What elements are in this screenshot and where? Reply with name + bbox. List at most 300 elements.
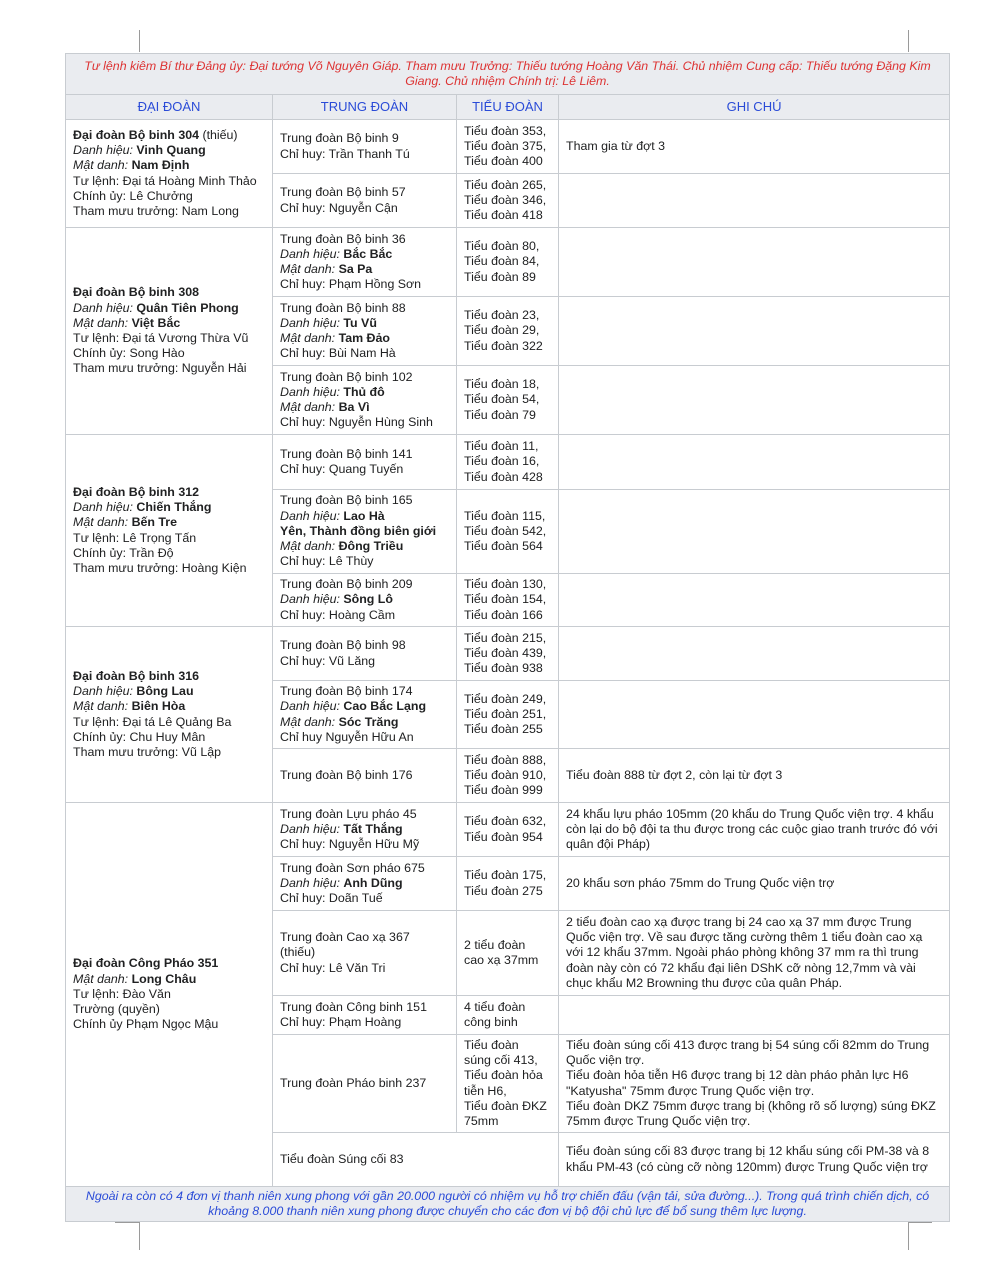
- text-line: [280, 715, 449, 730]
- text-line: Tiểu đoàn ĐKZ: [464, 1098, 547, 1113]
- text-segment: Tham mưu trưởng: Nguyễn Hải: [73, 361, 247, 376]
- text-segment: Mật danh:: [73, 971, 129, 986]
- text-line: Tiểu đoàn 11,: [464, 439, 539, 454]
- text-line: Tiểu đoàn 80,: [464, 239, 540, 254]
- text-line: [280, 730, 449, 745]
- text-line: [280, 509, 449, 524]
- order-of-battle-table: [65, 53, 950, 1222]
- text-segment: Bắc Bắc: [343, 246, 393, 261]
- text-segment: Mật danh:: [280, 331, 336, 345]
- text-line: [280, 961, 449, 976]
- text-line: [280, 554, 449, 569]
- text-line: [73, 485, 265, 500]
- text-line: [280, 131, 449, 146]
- text-segment: Đại đoàn Bộ binh 316: [73, 668, 199, 683]
- text-segment: Nam Định: [131, 158, 190, 173]
- text-line: [73, 669, 265, 684]
- text-segment: Việt Bắc: [131, 315, 181, 330]
- battalion-cell: [457, 627, 559, 681]
- battalion-cell: [457, 297, 559, 366]
- note-cell: [559, 627, 950, 681]
- text-line: Tiểu đoàn 888,: [464, 752, 547, 767]
- battalion-cell: [457, 228, 559, 297]
- text-line: [73, 189, 265, 204]
- text-line: [73, 346, 265, 361]
- text-segment: Sa Pa: [338, 262, 373, 276]
- text-line: [280, 891, 449, 906]
- table-row: [66, 435, 950, 490]
- battalion-cell: [457, 749, 559, 803]
- text-line: Tiểu đoàn 439,: [464, 645, 547, 660]
- text-segment: Tu Vũ: [343, 315, 377, 330]
- text-line: [73, 143, 265, 158]
- battalion-cell: [457, 681, 559, 749]
- text-line: [280, 1000, 449, 1015]
- text-segment: Trung đoàn Bộ binh 88: [280, 300, 406, 315]
- text-line: [73, 1002, 265, 1017]
- text-segment: Đại đoàn Bộ binh 308: [73, 285, 199, 300]
- text-line: Tiểu đoàn 632,: [464, 814, 547, 829]
- division-cell: [66, 627, 273, 803]
- text-segment: Chỉ huy: Nguyễn Hùng Sinh: [280, 415, 433, 430]
- text-segment: Sóc Trăng: [338, 714, 399, 729]
- text-segment: Danh hiệu:: [280, 246, 340, 261]
- text-segment: Danh hiệu:: [280, 315, 340, 330]
- text-line: [280, 524, 449, 539]
- division-cell: [66, 803, 273, 1187]
- crop-mark: [139, 1222, 140, 1250]
- text-line: Tiểu đoàn 23,: [464, 308, 540, 323]
- text-line: Tiểu đoàn 418: [464, 208, 543, 223]
- regiment-cell: [273, 749, 457, 803]
- note-cell: [559, 749, 950, 803]
- text-segment: Yên, Thành đồng biên giới: [280, 523, 437, 538]
- note-cell: [559, 574, 950, 627]
- text-line: [73, 745, 265, 760]
- division-cell: [66, 120, 273, 228]
- text-segment: Lao Hà: [343, 508, 385, 523]
- text-segment: Trung đoàn Cao xạ 367: [280, 930, 410, 945]
- text-segment: Đại đoàn Công Pháo 351: [73, 956, 219, 971]
- text-segment: Mật danh:: [280, 714, 336, 729]
- text-line: Tiểu đoàn 79: [464, 407, 536, 422]
- text-line: [280, 400, 449, 415]
- text-segment: Thủ đô: [343, 384, 385, 399]
- text-segment: Anh Dũng: [343, 875, 403, 890]
- text-segment: Mật danh:: [280, 262, 336, 276]
- text-line: [280, 415, 449, 430]
- text-line: [73, 730, 265, 745]
- battalion-cell: [457, 803, 559, 857]
- table-footer-note: Ngoài ra còn có 4 đơn vị thanh niên xung phong với gần 20.000 người có nhiệm vụ hỗ trợ chiến đấu (vận tải, sửa đường...). Trong quá trình chiến dịch, có khoảng 8.000 thanh niên xung phong được chuyển cho các đơn vị bộ đội chủ lực để bổ sung thêm lực lượng.: [66, 1187, 950, 1222]
- text-line: [280, 277, 449, 292]
- text-segment: Trung đoàn Bộ binh 98: [280, 638, 406, 653]
- regiment-cell: [273, 996, 457, 1035]
- text-line: Tiểu đoàn hỏa: [464, 1068, 543, 1083]
- text-line: [280, 1152, 551, 1167]
- text-line: Tiểu đoàn súng cối 83 được trang bị 12 khẩu súng cối PM-38 và 8 khẩu PM-43 (có cùng cỡ nòng 120mm) được Trung Quốc viện trợ: [566, 1144, 930, 1174]
- text-line: [280, 247, 449, 262]
- text-line: [280, 346, 449, 361]
- text-segment: Tư lệnh: Lê Trọng Tấn: [73, 530, 197, 545]
- text-line: [280, 930, 449, 945]
- text-line: [280, 837, 449, 852]
- text-segment: Mật danh:: [73, 315, 129, 330]
- text-line: Tiểu đoàn 400: [464, 154, 543, 169]
- text-line: [73, 1017, 265, 1032]
- text-line: [73, 331, 265, 346]
- text-line: Tiểu đoàn 275: [464, 883, 543, 898]
- text-line: Tiểu đoàn 16,: [464, 454, 540, 469]
- text-segment: Danh hiệu:: [280, 592, 340, 607]
- text-segment: Cao Bắc Lạng: [343, 699, 427, 714]
- text-line: [280, 638, 449, 653]
- text-segment: Trung đoàn Bộ binh 176: [280, 767, 413, 782]
- text-segment: Mật danh:: [73, 515, 129, 530]
- header-ghi-chu: GHI CHÚ: [559, 95, 950, 120]
- text-segment: Trung đoàn Bộ binh 102: [280, 369, 413, 384]
- text-segment: Chỉ huy: Bùi Nam Hà: [280, 346, 396, 361]
- text-line: Tiểu đoàn 322: [464, 338, 543, 353]
- regiment-cell: [273, 490, 457, 574]
- text-line: [280, 1076, 449, 1091]
- text-line: 75mm: [464, 1113, 499, 1128]
- text-line: [280, 768, 449, 783]
- note-cell: [559, 911, 950, 996]
- note-cell: [559, 228, 950, 297]
- text-line: Tiểu đoàn 166: [464, 607, 543, 622]
- text-segment: Trường (quyền): [73, 1002, 160, 1017]
- text-line: Tiểu đoàn 542,: [464, 523, 547, 538]
- text-segment: Tư lệnh: Đại tá Lê Quảng Ba: [73, 714, 232, 729]
- note-cell: [559, 681, 950, 749]
- text-line: [280, 370, 449, 385]
- table-row: [66, 627, 950, 681]
- text-segment: Chính ủy: Chu Huy Mân: [73, 729, 206, 744]
- battalion-cell: [457, 366, 559, 435]
- text-line: Tiểu đoàn 375,: [464, 138, 547, 153]
- text-line: cao xạ 37mm: [464, 953, 539, 967]
- text-line: [73, 174, 265, 189]
- text-line: [73, 500, 265, 515]
- text-segment: Trung đoàn Bộ binh 165: [280, 493, 413, 508]
- text-line: [280, 577, 449, 592]
- text-line: [73, 128, 265, 143]
- text-segment: Chỉ huy: Doãn Tuế: [280, 891, 383, 906]
- text-segment: Danh hiệu:: [280, 875, 340, 890]
- text-line: [280, 493, 449, 508]
- text-line: [73, 987, 265, 1002]
- text-line: [280, 861, 449, 876]
- text-segment: Đông Triều: [338, 539, 404, 554]
- text-line: [280, 807, 449, 822]
- note-cell: [559, 857, 950, 911]
- note-cell: [559, 435, 950, 490]
- text-segment: Trung đoàn Sơn pháo 675: [280, 860, 425, 875]
- text-segment: Bông Lau: [136, 684, 194, 699]
- text-line: [73, 699, 265, 714]
- header-trung-doan: TRUNG ĐOÀN: [273, 95, 457, 120]
- text-line: Tiểu đoàn 29,: [464, 323, 540, 338]
- text-segment: Tham mưu trưởng: Hoàng Kiện: [73, 560, 247, 575]
- text-segment: Bến Tre: [131, 515, 178, 530]
- regiment-cell: [273, 857, 457, 911]
- text-line: [280, 447, 449, 462]
- text-segment: Chính ủy: Lê Chưởng: [73, 188, 193, 203]
- text-line: Tiểu đoàn 175,: [464, 868, 547, 883]
- text-segment: Chỉ huy: Phạm Hồng Sơn: [280, 277, 422, 292]
- note-cell: [559, 120, 950, 174]
- text-segment: Chỉ huy: Phạm Hoàng: [280, 1015, 402, 1029]
- text-segment: Đại đoàn Bộ binh 304: [73, 127, 199, 142]
- text-line: Tiểu đoàn 265,: [464, 177, 547, 192]
- text-segment: Trung đoàn Lựu pháo 45: [280, 806, 417, 821]
- text-line: 20 khẩu sơn pháo 75mm do Trung Quốc viện trợ: [566, 875, 835, 890]
- text-segment: Danh hiệu:: [280, 821, 340, 836]
- text-line: 2 tiểu đoàn: [464, 937, 526, 952]
- text-segment: Tham mưu trưởng: Vũ Lập: [73, 744, 221, 759]
- text-line: Tiểu đoàn súng cối 413 được trang bị 54 súng cối 82mm do Trung Quốc viện trợ.: [566, 1037, 930, 1068]
- battalion-cell: [457, 574, 559, 627]
- text-segment: Danh hiệu:: [73, 300, 133, 315]
- regiment-cell: [273, 297, 457, 366]
- text-line: Tiểu đoàn 954: [464, 829, 543, 844]
- text-segment: Trung đoàn Bộ binh 174: [280, 684, 413, 699]
- text-segment: Chỉ huy: Nguyễn Cận: [280, 200, 398, 215]
- text-line: Tiểu đoàn 888 từ đợt 2, còn lại từ đợt 3: [566, 767, 783, 782]
- text-line: Tiểu đoàn 564: [464, 539, 543, 554]
- text-line: công binh: [464, 1015, 518, 1029]
- text-line: Tiểu đoàn 84,: [464, 254, 540, 269]
- text-line: [280, 822, 449, 837]
- text-segment: Mật danh:: [73, 699, 129, 714]
- text-line: Tiểu đoàn DKZ 75mm được trang bị (không rõ số lượng) súng ĐKZ 75mm được Trung Quốc viện trợ.: [566, 1098, 936, 1128]
- text-segment: Mật danh:: [73, 158, 129, 173]
- text-line: Tiểu đoàn 154,: [464, 592, 547, 607]
- text-line: [73, 204, 265, 219]
- text-line: 4 tiểu đoàn: [464, 999, 526, 1014]
- text-segment: Vinh Quang: [136, 143, 206, 158]
- regiment-cell: [273, 174, 457, 228]
- regiment-cell: [273, 120, 457, 174]
- text-line: tiễn H6,: [464, 1083, 507, 1098]
- table-row: [66, 228, 950, 297]
- text-segment: Danh hiệu:: [73, 500, 133, 515]
- text-line: [73, 684, 265, 699]
- crop-mark: [908, 1222, 909, 1250]
- text-segment: Chỉ huy: Quang Tuyến: [280, 462, 404, 476]
- text-segment: Chính ủy: Trần Độ: [73, 545, 174, 560]
- text-line: [280, 462, 449, 477]
- text-line: [73, 956, 265, 971]
- text-segment: Trung đoàn Pháo binh 237: [280, 1075, 427, 1090]
- text-segment: Danh hiệu:: [73, 684, 133, 699]
- text-line: [73, 301, 265, 316]
- text-line: Tiểu đoàn 249,: [464, 691, 547, 706]
- text-line: [280, 699, 449, 714]
- regiment-cell: [273, 366, 457, 435]
- table-body: [66, 120, 950, 1187]
- text-segment: Đại đoàn Bộ binh 312: [73, 484, 199, 499]
- regiment-cell: [273, 803, 457, 857]
- table-title: Tư lệnh kiêm Bí thư Đảng ủy: Đại tướng Võ Nguyên Giáp. Tham mưu Trưởng: Thiếu tướng Hoàng Văn Thái. Chủ nhiệm Cung cấp: Thiếu tướng Đặng Kim Giang. Chủ nhiệm Chính trị: Lê Liêm.: [66, 54, 950, 95]
- battalion-cell: [457, 174, 559, 228]
- text-line: [280, 147, 449, 162]
- text-segment: Biên Hòa: [131, 699, 186, 714]
- header-tieu-doan: TIỂU ĐOÀN: [457, 95, 559, 120]
- header-dai-doan: ĐẠI ĐOÀN: [66, 95, 273, 120]
- text-segment: Chỉ huy Nguyễn Hữu An: [280, 729, 414, 744]
- text-line: [73, 285, 265, 300]
- text-line: [73, 316, 265, 331]
- text-line: [73, 715, 265, 730]
- text-segment: Trung đoàn Bộ binh 57: [280, 185, 406, 200]
- text-segment: Tiểu đoàn Súng cối 83: [280, 1151, 404, 1166]
- regiment-cell: [273, 681, 457, 749]
- text-segment: Tư lệnh: Đào Văn: [73, 986, 171, 1001]
- text-line: súng cối 413,: [464, 1053, 538, 1068]
- text-line: [73, 361, 265, 376]
- regiment-cell: [273, 228, 457, 297]
- text-segment: Chiến Thắng: [136, 500, 212, 515]
- text-line: Tiểu đoàn 938: [464, 661, 543, 676]
- battalion-cell: [457, 996, 559, 1035]
- text-segment: Trung đoàn Bộ binh 141: [280, 446, 413, 461]
- crop-mark: [139, 30, 140, 52]
- text-segment: Chỉ huy: Lê Văn Tri: [280, 960, 386, 975]
- battalion-cell: [457, 435, 559, 490]
- text-line: Tiểu đoàn 353,: [464, 123, 547, 138]
- text-segment: Trung đoàn Bộ binh 9: [280, 131, 399, 146]
- battalion-cell: [457, 1035, 559, 1133]
- text-segment: Trung đoàn Bộ binh 36: [280, 231, 406, 246]
- note-cell: [559, 174, 950, 228]
- text-segment: Chính ủy Phạm Ngọc Mậu: [73, 1017, 219, 1032]
- text-line: [73, 515, 265, 530]
- division-cell: [66, 228, 273, 435]
- division-cell: [66, 435, 273, 627]
- table-row: [66, 120, 950, 174]
- text-line: [280, 316, 449, 331]
- text-segment: Chỉ huy: Vũ Lăng: [280, 653, 376, 668]
- battalion-cell: [457, 490, 559, 574]
- text-segment: (thiếu): [199, 127, 238, 142]
- text-line: Tiểu đoàn 910,: [464, 767, 547, 782]
- note-cell: [559, 490, 950, 574]
- text-line: 24 khẩu lựu pháo 105mm (20 khẩu do Trung Quốc viện trợ. 4 khẩu còn lại do bộ đội ta thu được trong các cuộc giao tranh trước đó với quân đội Pháp): [566, 806, 938, 852]
- text-segment: Chỉ huy: Nguyễn Hữu Mỹ: [280, 837, 420, 852]
- text-line: [280, 654, 449, 669]
- text-line: Tiểu đoàn 115,: [464, 508, 546, 523]
- text-segment: Tư lệnh: Đại tá Hoàng Minh Thảo: [73, 173, 257, 188]
- note-cell: [559, 1133, 950, 1187]
- regiment-cell: [273, 435, 457, 490]
- text-segment: Tư lệnh: Đại tá Vương Thừa Vũ: [73, 331, 249, 345]
- text-segment: Danh hiệu:: [280, 508, 340, 523]
- text-line: Tiểu đoàn 251,: [464, 706, 547, 721]
- text-segment: Tất Thắng: [343, 821, 403, 836]
- text-line: [280, 385, 449, 400]
- text-line: [280, 301, 449, 316]
- text-segment: Trung đoàn Bộ binh 209: [280, 577, 413, 592]
- regiment-cell: [273, 1035, 457, 1133]
- text-segment: Mật danh:: [280, 539, 336, 554]
- text-segment: Long Châu: [131, 971, 197, 986]
- regiment-cell: [273, 1133, 559, 1187]
- text-line: Tiểu đoàn 215,: [464, 630, 547, 645]
- text-segment: Mật danh:: [280, 400, 336, 414]
- text-line: Tiểu đoàn hỏa tiễn H6 được trang bị 12 dàn pháo phản lực H6 "Katyusha" 75mm được Trung Quốc viện trợ.: [566, 1068, 909, 1098]
- text-segment: Sông Lô: [343, 592, 393, 607]
- text-segment: Quân Tiên Phong: [136, 300, 239, 315]
- text-line: Tiểu đoàn 255: [464, 722, 543, 737]
- note-cell: [559, 297, 950, 366]
- text-line: Tiểu đoàn 999: [464, 783, 543, 798]
- text-segment: Chỉ huy: Trần Thanh Tú: [280, 146, 410, 161]
- text-line: [73, 158, 265, 173]
- note-cell: [559, 1035, 950, 1133]
- text-line: [280, 232, 449, 247]
- text-segment: Danh hiệu:: [280, 699, 340, 714]
- text-line: Tiểu đoàn 428: [464, 469, 543, 484]
- text-segment: Danh hiệu:: [280, 384, 340, 399]
- text-line: [280, 331, 449, 346]
- text-line: [280, 201, 449, 216]
- battalion-cell: [457, 857, 559, 911]
- text-segment: Chỉ huy: Lê Thùy: [280, 554, 374, 569]
- text-segment: Ba Vì: [338, 400, 370, 414]
- text-line: Tiểu đoàn 346,: [464, 192, 547, 207]
- text-line: [280, 262, 449, 277]
- text-line: Tham gia từ đợt 3: [566, 138, 666, 153]
- text-line: [280, 876, 449, 891]
- text-line: [73, 972, 265, 987]
- text-segment: Tam Đảo: [338, 331, 390, 345]
- text-segment: Trung đoàn Công binh 151: [280, 999, 427, 1014]
- text-line: [73, 531, 265, 546]
- text-line: [280, 1015, 449, 1030]
- text-segment: Danh hiệu:: [73, 143, 133, 158]
- regiment-cell: [273, 574, 457, 627]
- text-line: [73, 546, 265, 561]
- note-cell: [559, 803, 950, 857]
- regiment-cell: [273, 627, 457, 681]
- text-segment: Chính ủy: Song Hào: [73, 346, 185, 361]
- text-line: Tiểu đoàn 89: [464, 269, 536, 284]
- text-line: [280, 608, 449, 623]
- text-line: [280, 185, 449, 200]
- text-line: 2 tiểu đoàn cao xạ được trang bị 24 cao xạ 37 mm được Trung Quốc viện trợ. Về sau được tăng cường thêm 1 tiểu đoàn cao xạ với 12 khẩu 37mm. Ngoài pháo phòng không 37 mm ra thì trung đoàn này còn có 72 khẩu đại liên DShK cỡ nòng 12,7mm và vài chục khẩu M2 Browning thu được của quân Pháp.: [566, 914, 923, 990]
- text-line: Tiểu đoàn 54,: [464, 392, 540, 407]
- text-segment: Chỉ huy: Hoàng Cầm: [280, 607, 396, 622]
- text-line: [280, 945, 449, 960]
- battalion-cell: [457, 120, 559, 174]
- text-line: Tiểu đoàn 18,: [464, 377, 540, 392]
- text-segment: Tham mưu trưởng: Nam Long: [73, 203, 239, 218]
- note-cell: [559, 996, 950, 1035]
- text-line: Tiểu đoàn 130,: [464, 577, 547, 592]
- crop-mark: [908, 30, 909, 52]
- regiment-cell: [273, 911, 457, 996]
- text-line: [280, 592, 449, 607]
- text-line: [280, 539, 449, 554]
- text-segment: (thiếu): [280, 945, 316, 960]
- text-line: [280, 684, 449, 699]
- battalion-cell: [457, 911, 559, 996]
- text-line: [73, 561, 265, 576]
- table-row: [66, 803, 950, 857]
- text-line: Tiểu đoàn: [464, 1037, 519, 1052]
